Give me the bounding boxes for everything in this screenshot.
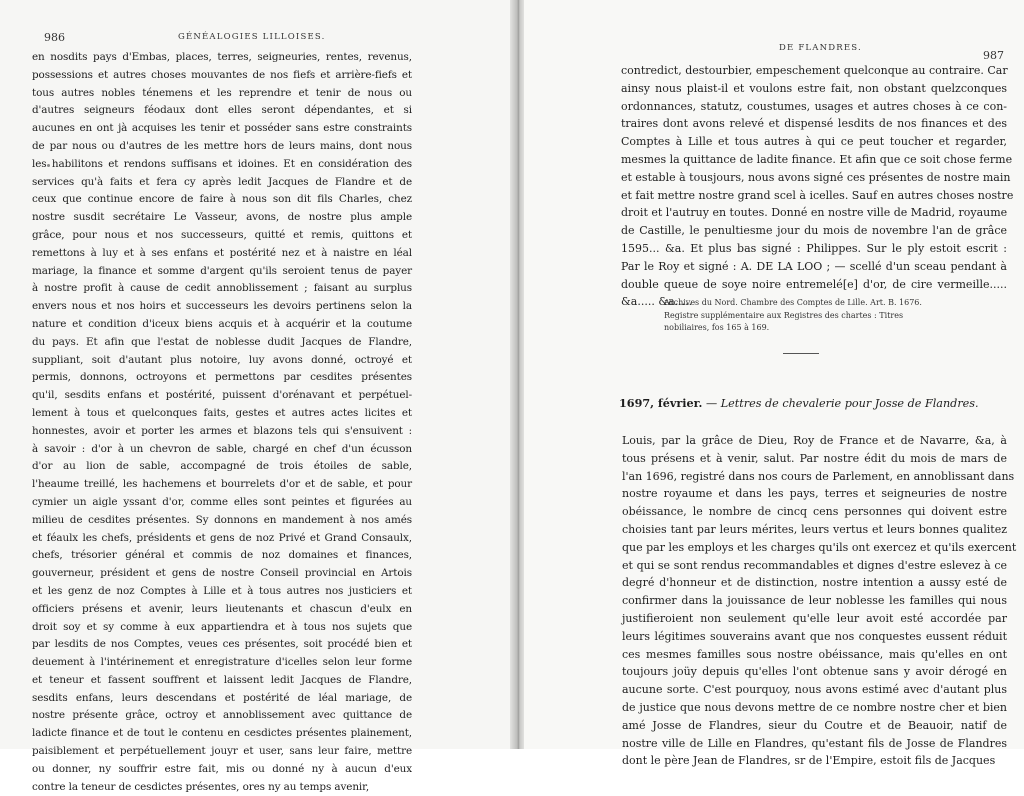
text-line: et teneur et fassent souffrent et laissent ledit Jacques de Flandre,: [32, 673, 412, 686]
text-line: l'heaume treillé, les hachemens et bourrelets d'or et de sable, et pour: [32, 478, 412, 491]
text-line: Par le Roy et signé : A. DE LA LOO ; — scellé d'un sceau pendant à: [621, 259, 1007, 273]
text-line: de par nous ou d'autres de les mettre hors de leurs mains, dont nous: [32, 139, 412, 152]
source-note-line: nobiliaires, fos 165 à 169.: [664, 323, 770, 332]
letter-line: aucune sorte. C'est pourquoy, nous avons estimé avec d'autant plus: [622, 683, 1007, 697]
text-line: chefs, trésorier général et commis de noz domaines et finances,: [32, 549, 412, 562]
text-line: 1595... &a. Et plus bas signé : Philippes. Sur le ply estoit escrit :: [621, 241, 1007, 255]
text-line: services qu'à faits et fera cy après ledit Jacques de Flandre et de: [32, 175, 412, 188]
text-line: remettons à luy et à ses enfans et postérité nez et à naistre en léal: [32, 246, 412, 259]
source-note-line: Registre supplémentaire aux Registres des chartes : Titres: [664, 310, 904, 320]
letter-line: nostre royaume et dans les pays, terres et seigneuries de nostre: [622, 487, 1007, 501]
letter-line: degré d'honneur et de distinction, nostre intention a aussy esté de: [622, 576, 1007, 590]
text-line: droit et l'autruy en toutes. Donné en nostre ville de Madrid, royaume: [621, 206, 1008, 220]
text-line: traires dont avons relevé et dispensé lesdits de nos finances et des: [621, 117, 1007, 131]
letter-line: que par les employs et les charges qu'ils ont exercez et qu'ils exercent: [622, 540, 1017, 554]
letter-line: ces mesmes familles sous nostre obéissance, mais qu'elles en ont: [622, 647, 1007, 661]
text-line: par lesdits de nos Comptes, veues ces présentes, soit procédé bien et: [32, 638, 412, 651]
text-line: Comptes à Lille et tous autres à qui ce peut toucher et regarder,: [621, 135, 1007, 149]
right-page: [524, 0, 1024, 768]
text-line: sesdits enfans, leurs descendans et postérité de léal mariage, de: [32, 691, 412, 704]
text-line: gouverneur, président et gens de nostre Conseil provincial en Artois: [32, 567, 412, 580]
section-date: 1697, février.: [619, 396, 703, 410]
letter-line: leurs légitimes souverains avant que nos conquestes eussent réduit: [622, 629, 1007, 643]
letter-line: dont le père Jean de Flandres, sr de l'Empire, estoit fils de Jacques: [622, 754, 996, 768]
text-line: aucunes en ont jà acquises les tenir et posséder sans estre constraints: [32, 122, 412, 135]
letter-line: et qui se sont rendus recommandables et dignes d'estre eslevez à ce: [622, 558, 1007, 572]
page-number: 987: [983, 49, 1004, 62]
page-number: 986: [44, 31, 65, 44]
text-line: envers nous et nos hoirs et successeurs les devoirs pertinens selon la: [32, 300, 412, 313]
text-line: paisiblement et perpétuellement jouyr et user, sans leur faire, mettre: [32, 745, 412, 758]
letter-line: Louis, par la grâce de Dieu, Roy de France et de Navarre, &a, à: [622, 434, 1007, 447]
source-note-line: Archives du Nord. Chambre des Comptes de Lille. Art. B. 1676.: [664, 298, 922, 307]
text-line: et fait mettre nostre grand scel à icelles. Sauf en autres choses nostre: [621, 188, 1014, 202]
text-line: droit soy et sy comme à eux appartiendra et à tous nos sujets que: [32, 620, 412, 633]
text-line: les habilitons et rendons suffisans et idoines. Et en considération des: [32, 157, 412, 170]
letter-line: de justice que nous devons mettre de ce nombre nostre cher et bien: [622, 700, 1007, 714]
letter-line: obéissance, le nombre de cincq cens personnes qui doivent estre: [622, 505, 1007, 519]
text-line: qu'il, sesdits enfans et postérité, puissent d'orénavant et perpétuel-: [32, 389, 412, 402]
text-line: permis, donnons, octroyons et permettons par cesdites présentes: [32, 371, 412, 384]
text-line: ordonnances, statutz, coustumes, usages et autres choses à ce con-: [621, 99, 1007, 113]
text-line: ou donner, ny souffrir estre fait, mis ou donné ny à aucun d'eux: [32, 762, 412, 775]
text-line: ainsy nous plaist-il et voulons estre fait, non obstant quelzconques: [621, 81, 1007, 95]
running-head: GÉNÉALOGIES LILLOISES.: [178, 32, 326, 42]
running-head: DE FLANDRES.: [779, 43, 862, 53]
text-line: lement à tous et quelconques faits, gestes et autres actes licites et: [32, 406, 412, 419]
text-line: cymier un aigle yssant d'or, comme elles sont peintes et figurées au: [32, 495, 412, 508]
letter-line: confirmer dans la jouissance de leur noblesse les familles qui nous: [622, 594, 1007, 608]
letter-line: l'an 1696, registré dans nos cours de Parlement, en annoblissant dans: [622, 469, 1015, 483]
text-line: du pays. Et afin que l'estat de noblesse dudit Jacques de Flandre,: [32, 335, 412, 348]
letter-text: [622, 432, 1017, 770]
letter-line: choisies tant par leurs mérites, leurs vertus et leurs bonnes qualitez: [622, 522, 1007, 536]
text-line: à nostre profit à cause de cedit annoblissement ; faisant au surplus: [32, 282, 412, 295]
body-text: [32, 49, 412, 796]
text-line: et estable à tousjours, nous avons signé ces présentes de nostre main: [621, 170, 1011, 184]
text-line: deuement à l'intérinement et enregistrature d'icelles selon leur forme: [32, 656, 412, 669]
text-line: mesmes la quittance de ladite finance. Et afin que ce soit chose ferme: [621, 152, 1013, 166]
letter-line: justifieroient non seulement qu'elle leur avoit esté accordée par: [622, 611, 1007, 625]
text-line: contre la teneur de cesdictes présentes, ores ny au temps avenir,: [32, 780, 370, 793]
text-line: nostre susdit secrétaire Le Vasseur, avons, de nostre plus ample: [32, 211, 412, 224]
letter-line: amé Josse de Flandres, sieur du Coutre et de Beauoir, natif de: [622, 718, 1007, 732]
text-line: tous autres nobles ténemens et les reprendre et tenir de nous ou: [32, 86, 412, 99]
text-line: grâce, pour nous et nos successeurs, quitté et remis, quittons et: [32, 228, 412, 241]
text-line: mariage, la finance et somme d'argent qu'ils seroient tenus de payer: [32, 264, 412, 277]
text-line: et féaulx les chefs, présidents et gens de noz Privé et Grand Consaulx,: [32, 531, 412, 544]
section-divider: [783, 353, 819, 354]
letter-line: toujours joüy depuis qu'elles l'ont obtenue sans y avoir dérogé en: [622, 665, 1007, 679]
text-line: ceux que continue encore de faire à nous son dit fils Charles, chez: [32, 193, 412, 206]
text-line: ladicte finance et de tout le contenu en cesdictes présentes plainement,: [32, 727, 412, 740]
letter-line: tous présens et à venir, salut. Par nostre édit du mois de mars de: [622, 451, 1007, 465]
text-line: et les genz de noz Comptes à Lille et à tous autres nos justiciers et: [32, 584, 412, 597]
source-note: [664, 297, 994, 335]
text-line: à savoir : d'or à un chevron de sable, chargé en chef d'un écusson: [32, 442, 412, 455]
text-line: suppliant, soit d'autant plus notoire, luy avons donné, octroyé et: [32, 353, 412, 366]
body-text: [621, 62, 1014, 311]
text-line: d'or au lion de sable, accompagné de trois étoiles de sable,: [32, 460, 412, 473]
text-line: contredict, destourbier, empeschement quelconque au contraire. Car: [621, 64, 1008, 77]
text-line: nostre présente grâce, octroy et annoblissement avec quittance de: [32, 709, 412, 722]
left-page: [0, 0, 512, 793]
text-line: milieu de cesdites présentes. Sy donnons en mandement à nos amés: [32, 513, 412, 526]
text-line: &a..... &a.....: [621, 295, 693, 309]
section-heading: [619, 396, 979, 410]
letter-line: nostre ville de Lille en Flandres, qu'estant fils de Josse de Flandres: [622, 736, 1007, 750]
text-line: de Castille, le penultiesme jour du mois de novembre l'an de grâce: [621, 224, 1007, 238]
text-line: double queue de soye noire entremelé[e] d'or, de cire vermeille.....: [621, 277, 1007, 291]
text-line: d'autres seigneurs féodaux dont elles seront dépendantes, et si: [32, 104, 412, 117]
text-line: nature et condition d'iceux biens acquis et à acquérir et la coutume: [32, 317, 412, 330]
text-line: possessions et autres choses mouvantes de nos fiefs et arrière-fiefs et: [32, 68, 412, 81]
text-line: en nosdits pays d'Embas, places, terres, seigneuries, rentes, revenus,: [32, 51, 412, 63]
section-title: — Lettres de chevalerie pour Josse de Flandres.: [702, 397, 979, 410]
text-line: honnestes, avoir et porter les armes et blazons tels qui s'ensuivent :: [32, 424, 412, 437]
text-line: officiers présens et avenir, leurs lieutenants et chascun d'eulx en: [32, 602, 412, 615]
